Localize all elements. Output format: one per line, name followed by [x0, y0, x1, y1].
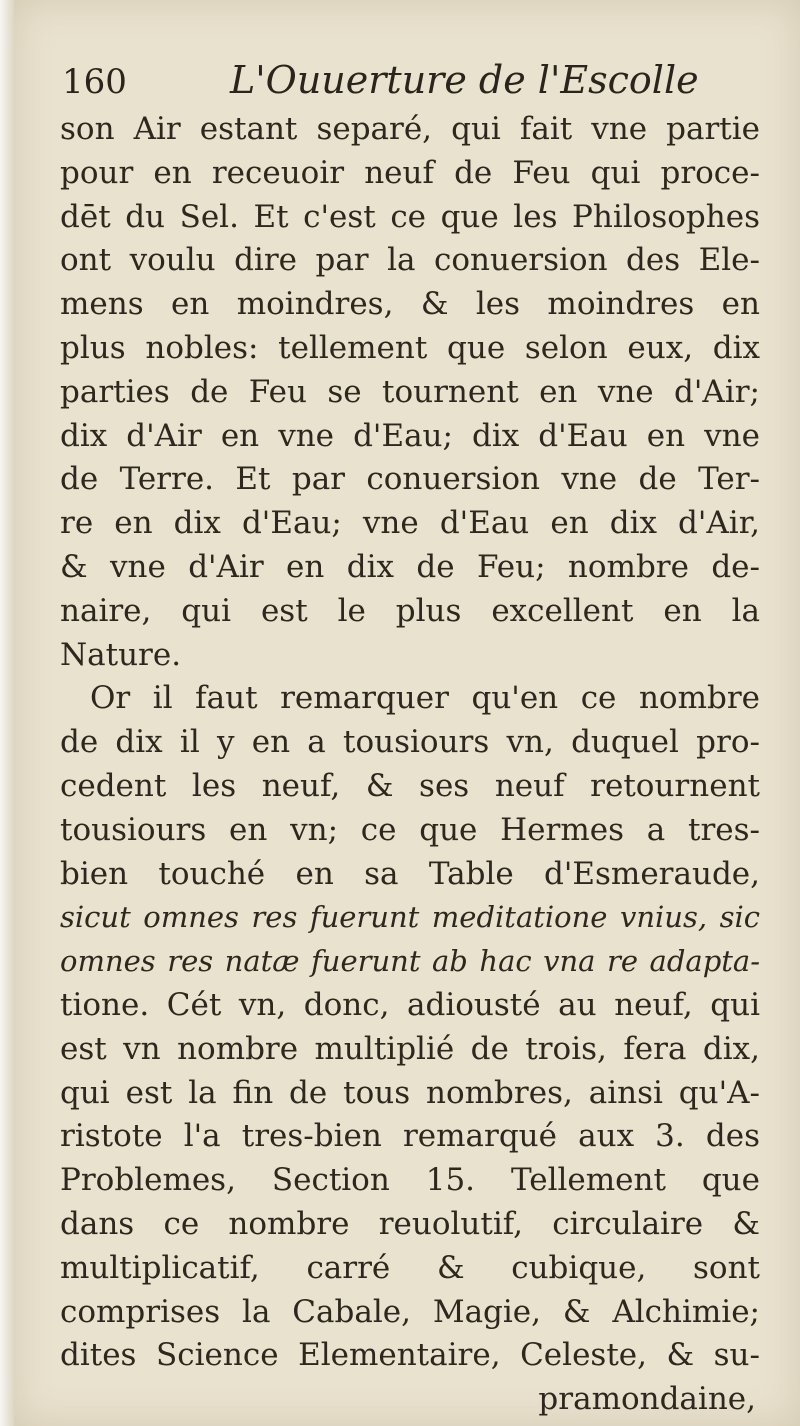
- text-line: cedent les neuf, & ses neuf retournent: [60, 767, 760, 804]
- text-line: mens en moindres, & les moindres en: [60, 286, 760, 323]
- text-line: ont voulu dire par la conuersion des Ele-: [60, 242, 760, 279]
- text-line: pour en receuoir neuf de Feu qui proce-: [60, 154, 760, 191]
- text-line: plus nobles: tellement que selon eux, dix: [60, 329, 760, 366]
- text-line: & vne d'Air en dix de Feu; nombre de-: [60, 548, 760, 585]
- text-line: multiplicatif, carré & cubique, sont: [60, 1249, 760, 1286]
- text-line: Problemes, Section 15. Tellement que: [60, 1162, 760, 1199]
- text-line: parties de Feu se tournent en vne d'Air;: [60, 373, 760, 410]
- text-line: naire, qui est le plus excellent en la: [60, 592, 760, 629]
- text-line: bien touché en sa Table d'Esmeraude,: [60, 855, 760, 892]
- text-line: sicut omnes res fuerunt meditatione vnius, sic: [60, 900, 760, 935]
- text-line: comprises la Cabale, Magie, & Alchimie;: [60, 1293, 760, 1330]
- text-line: omnes res natæ fuerunt ab hac vna re adapta-: [60, 944, 760, 979]
- page-number: 160: [62, 62, 127, 102]
- text-line: dix d'Air en vne d'Eau; dix d'Eau en vne: [60, 417, 760, 454]
- text-line: Nature.: [60, 636, 182, 673]
- text-line: dites Science Elementaire, Celeste, & su-: [60, 1337, 760, 1374]
- text-line: re en dix d'Eau; vne d'Eau en dix d'Air,: [60, 505, 760, 542]
- text-line: son Air estant separé, qui fait vne partie: [60, 111, 760, 147]
- text-line: ristote l'a tres-bien remarqué aux 3. des: [60, 1118, 760, 1155]
- text-line: de dix il y en a tousiours vn, duquel pro-: [60, 724, 760, 761]
- running-title: L'Ouuerture de l'Escolle: [230, 58, 699, 102]
- text-line: est vn nombre multiplié de trois, fera dix,: [60, 1030, 760, 1067]
- book-page: [14, 0, 800, 1426]
- text-line: dēt du Sel. Et c'est ce que les Philosophes: [60, 198, 760, 235]
- page-body-text: [60, 108, 760, 1422]
- text-line: tousiours en vn; ce que Hermes a tres-: [60, 811, 760, 848]
- text-line: qui est la fin de tous nombres, ainsi qu'A-: [60, 1074, 760, 1111]
- page-gutter: [0, 0, 14, 1426]
- text-line: pramondaine,: [538, 1381, 756, 1418]
- text-line: de Terre. Et par conuersion vne de Ter-: [60, 461, 760, 498]
- text-line: tione. Cét vn, donc, adiousté au neuf, qui: [60, 986, 760, 1023]
- text-line: Or il faut remarquer qu'en ce nombre: [90, 680, 760, 717]
- text-line: dans ce nombre reuolutif, circulaire &: [60, 1205, 760, 1242]
- page-header: [62, 58, 780, 108]
